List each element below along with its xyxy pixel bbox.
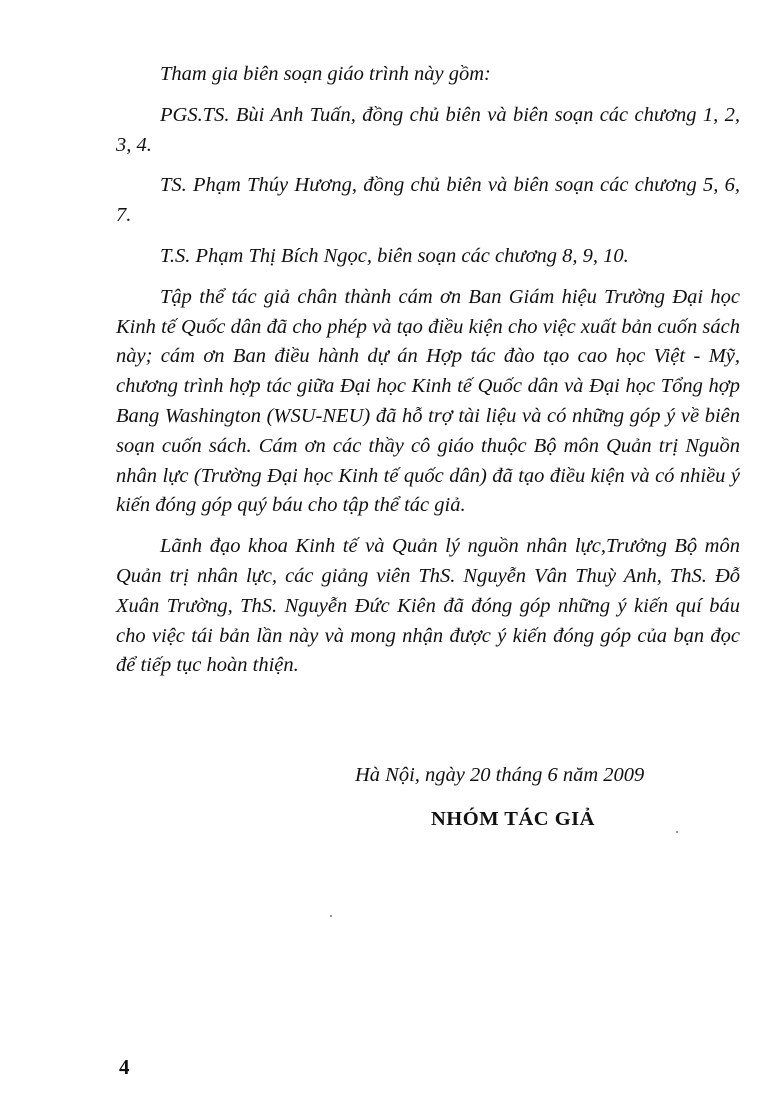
- acknowledgement-paragraph: Tập thể tác giả chân thành cám ơn Ban Giám hiệu Trường Đại học Kinh tế Quốc dân đã cho phép và tạo điều kiện cho việc xuất bản cuốn sách này; cám ơn Ban điều hành dự án Hợp tác đào tạo cao học Việt - Mỹ, chương trình hợp tác giữa Đại học Kinh tế Quốc dân và Đại học Tổng hợp Bang Washington (WSU-NEU) đã hỗ trợ tài liệu và có những góp ý về biên soạn cuốn sách. Cám ơn các thầy cô giáo thuộc Bộ môn Quản trị Nguồn nhân lực (Trường Đại học Kinh tế quốc dân) đã tạo điều kiện và có nhiều ý kiến đóng góp quý báu cho tập thể tác giả.: [116, 285, 740, 517]
- signature-block: [355, 760, 735, 834]
- body-text: [116, 60, 740, 692]
- scan-speck: [676, 831, 678, 833]
- contributor-2: TS. Phạm Thúy Hương, đồng chủ biên và biên soạn các chương 5, 6, 7.: [116, 174, 740, 227]
- date-line: Hà Nội, ngày 20 tháng 6 năm 2009: [355, 764, 645, 786]
- acknowledgement-paragraph-2: Lãnh đạo khoa Kinh tế và Quản lý nguồn nhân lực,Trưởng Bộ môn Quản trị nhân lực, các giảng viên ThS. Nguyễn Vân Thuỳ Anh, ThS. Đỗ Xuân Trường, ThS. Nguyễn Đức Kiên đã đóng góp những ý kiến quí báu cho việc tái bản lần này và mong nhận được ý kiến đóng góp của bạn đọc để tiếp tục hoàn thiện.: [116, 535, 740, 677]
- scan-speck: [330, 915, 332, 917]
- contributors-intro: Tham gia biên soạn giáo trình này gồm:: [160, 63, 491, 85]
- contributor-3: T.S. Phạm Thị Bích Ngọc, biên soạn các chương 8, 9, 10.: [160, 244, 629, 267]
- page-number: 4: [119, 1055, 130, 1079]
- authors-line: NHÓM TÁC GIẢ: [431, 808, 595, 830]
- contributor-1: PGS.TS. Bùi Anh Tuấn, đồng chủ biên và biên soạn các chương 1, 2, 3, 4.: [116, 103, 740, 156]
